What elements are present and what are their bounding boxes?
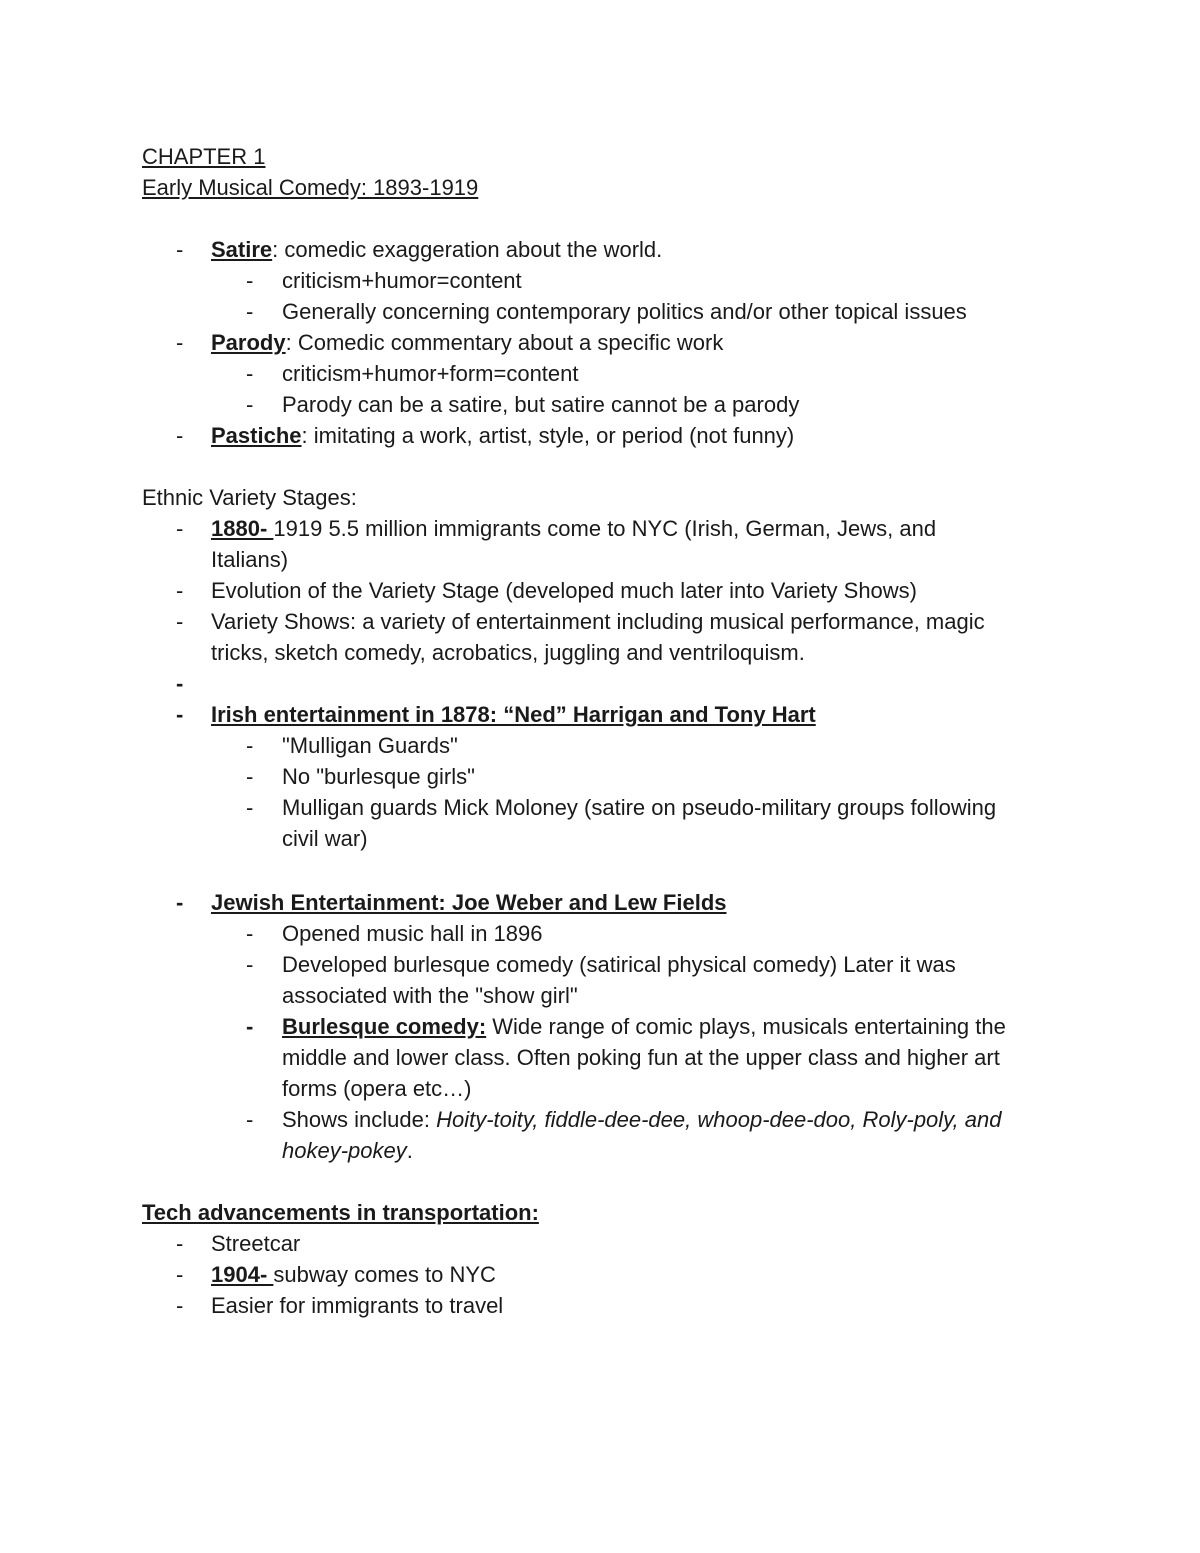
bullet-dash: -	[246, 268, 254, 293]
bullet-dash: -	[176, 1262, 184, 1287]
item-text: subway comes to NYC	[273, 1262, 496, 1287]
subitem-text: forms (opera etc…)	[282, 1076, 472, 1101]
subitem-text: Generally concerning contemporary politics and/or other topical issues	[282, 299, 967, 324]
subitem-text: Parody can be a satire, but satire cannot be a parody	[282, 392, 800, 417]
subitem-text: middle and lower class. Often poking fun at the upper class and higher art	[282, 1045, 1000, 1070]
item-text: Variety Shows: a variety of entertainment including musical performance, magic	[211, 609, 985, 634]
term-burlesque-comedy: Burlesque comedy:	[282, 1014, 487, 1039]
bullet-dash: -	[176, 516, 184, 541]
year-label: 1880-	[211, 516, 274, 541]
bullet-dash: -	[176, 423, 184, 448]
bullet-dash: -	[176, 1231, 184, 1256]
bullet-dash: -	[246, 392, 254, 417]
subitem-text: No "burlesque girls"	[282, 764, 475, 789]
item-text: Italians)	[211, 547, 289, 572]
irish-heading: Irish entertainment in 1878: “Ned” Harrigan and Tony Hart	[211, 702, 816, 727]
bullet-dash: -	[176, 330, 184, 355]
subitem-text: civil war)	[282, 826, 368, 851]
page-title: Early Musical Comedy: 1893-1919	[142, 175, 479, 200]
subitem-text: Developed burlesque comedy (satirical physical comedy) Later it was	[282, 952, 956, 977]
chapter-heading: CHAPTER 1	[142, 144, 266, 169]
item-text: tricks, sketch comedy, acrobatics, juggling and ventriloquism.	[211, 640, 805, 665]
shows-label: Shows include:	[282, 1107, 437, 1132]
jewish-heading: Jewish Entertainment: Joe Weber and Lew Fields	[211, 890, 727, 915]
item-text: Streetcar	[211, 1231, 301, 1256]
year-label: 1904-	[211, 1262, 274, 1287]
bullet-dash: -	[176, 890, 184, 915]
section-heading-text: Ethnic Variety Stages:	[142, 485, 357, 510]
subitem-text: Opened music hall in 1896	[282, 921, 543, 946]
bullet-dash: -	[246, 1014, 254, 1039]
bullet-dash: -	[246, 361, 254, 386]
satire-definition: : comedic exaggeration about the world.	[272, 237, 663, 262]
item-text: Easier for immigrants to travel	[211, 1293, 504, 1318]
bullet-dash: -	[176, 702, 184, 727]
bullet-dash: -	[176, 609, 184, 634]
section-heading-text: Tech advancements in transportation:	[142, 1200, 539, 1225]
bullet-dash: -	[176, 578, 184, 603]
bullet-dash: -	[246, 733, 254, 758]
punctuation: .	[406, 1138, 413, 1163]
subitem-text: Wide range of comic plays, musicals entertaining the	[486, 1014, 1006, 1039]
term-parody: Parody	[211, 330, 286, 355]
term-pastiche: Pastiche	[211, 423, 302, 448]
item-text: Evolution of the Variety Stage (developed much later into Variety Shows)	[211, 578, 918, 603]
subitem-text: Mulligan guards Mick Moloney (satire on pseudo-military groups following	[282, 795, 997, 820]
bullet-dash: -	[176, 1293, 184, 1318]
shows-list: hokey-pokey	[282, 1138, 407, 1163]
term-satire: Satire	[211, 237, 273, 262]
subitem-text: criticism+humor+form=content	[282, 361, 579, 386]
bullet-dash: -	[176, 671, 184, 696]
shows-list: Hoity-toity, fiddle-dee-dee, whoop-dee-doo, Roly-poly, and	[436, 1107, 1002, 1132]
bullet-dash: -	[176, 237, 184, 262]
bullet-dash: -	[246, 764, 254, 789]
bullet-dash: -	[246, 1107, 254, 1132]
subitem-text: associated with the "show girl"	[282, 983, 578, 1008]
subitem-text: "Mulligan Guards"	[282, 733, 458, 758]
pastiche-definition: : imitating a work, artist, style, or period (not funny)	[301, 423, 795, 448]
item-text: 1919 5.5 million immigrants come to NYC (Irish, German, Jews, and	[273, 516, 937, 541]
bullet-dash: -	[246, 795, 254, 820]
subitem-text: criticism+humor=content	[282, 268, 522, 293]
parody-definition: : Comedic commentary about a specific work	[285, 330, 724, 355]
bullet-dash: -	[246, 921, 254, 946]
bullet-dash: -	[246, 952, 254, 977]
bullet-dash: -	[246, 299, 254, 324]
